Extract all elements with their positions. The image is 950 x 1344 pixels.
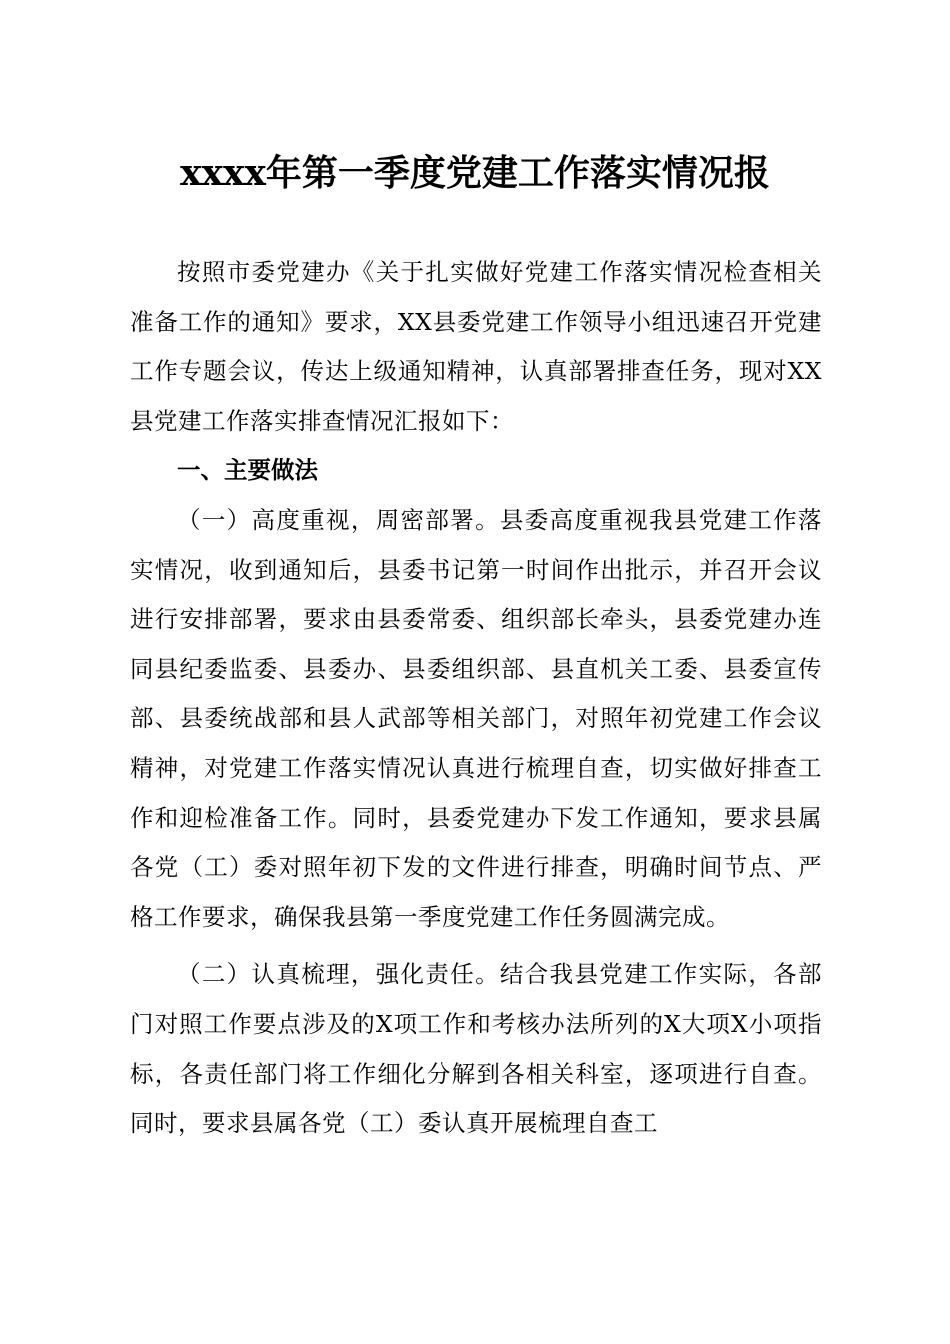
document-body <box>130 248 822 1149</box>
item-2-text: 结合我县党建工作实际，各部门对照工作要点涉及的X项工作和考核办法所列的X大项X小项指标，各责任部门将工作细化分解到各相关科室，逐项进行自查。同时，要求县属各党（工）委认真开展梳理自查工 <box>130 960 823 1138</box>
item-1-paragraph <box>130 496 822 942</box>
item-2-paragraph <box>130 950 822 1148</box>
document-title: xxxx年第一季度党建工作落实情况报 <box>180 152 770 194</box>
section-heading-main-practices: 一、主要做法 <box>177 456 318 485</box>
item-2-lead: （二）认真梳理，强化责任。 <box>177 960 500 989</box>
intro-paragraph: 按照市委党建办《关于扎实做好党建工作落实情况检查相关准备工作的通知》要求，XX县委党建工作领导小组迅速召开党建工作专题会议，传达上级通知精神，认真部署排查任务，现对XX县党建工作落实排查情况汇报如下： <box>130 258 822 435</box>
paragraph-gap <box>130 942 822 950</box>
item-1-lead: （一）高度重视，周密部署。 <box>177 505 500 534</box>
item-1-text: 县委高度重视我县党建工作落实情况，收到通知后，县委书记第一时间作出批示，并召开会议进行安排部署，要求由县委常委、组织部长牵头，县委党建办连同县纪委监委、县委办、县委组织部、县直机关工委、县委宣传部、县委统战部和县人武部等相关部门，对照年初党建工作会议精神，对党建工作落实情况认真进行梳理自查，切实做好排查工作和迎检准备工作。同时，县委党建办下发工作通知，要求县属各党（工）委对照年初下发的文件进行排查，明确时间节点、严格工作要求，确保我县第一季度党建工作任务圆满完成。 <box>130 505 823 931</box>
